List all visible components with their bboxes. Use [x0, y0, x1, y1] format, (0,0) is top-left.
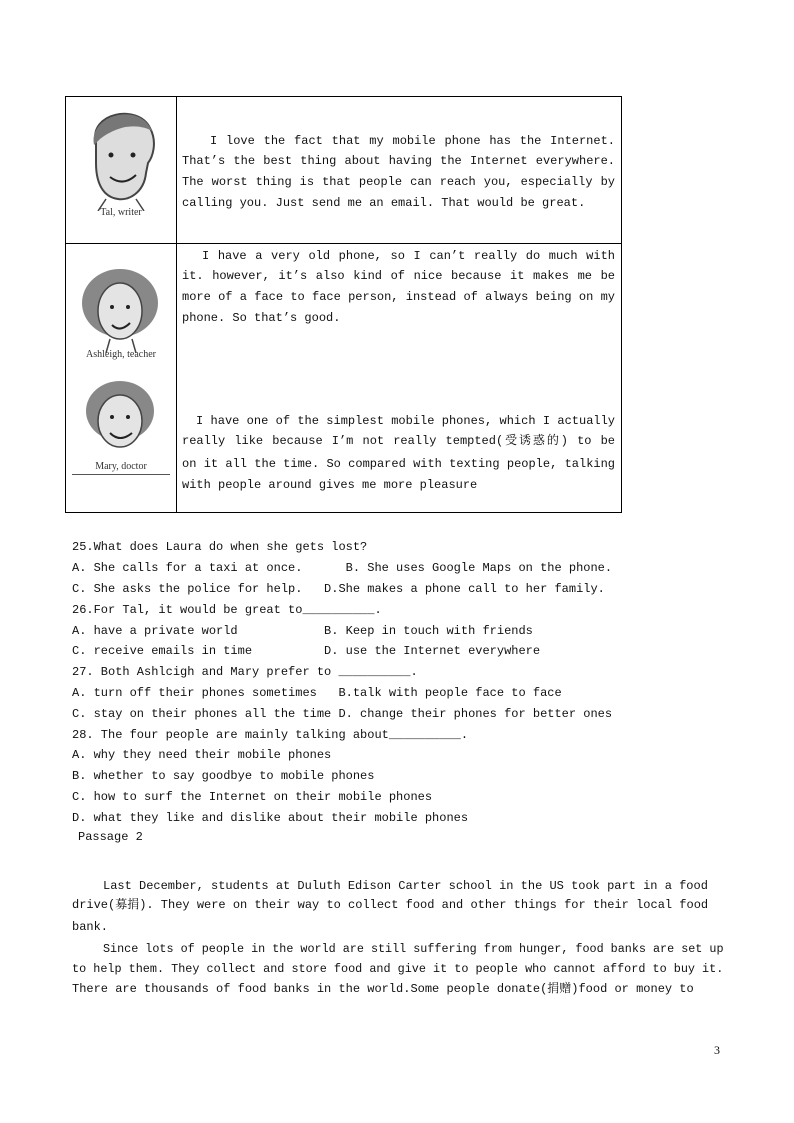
passage-line: Since lots of people in the world are still suffering from hunger, food banks are set up [103, 942, 724, 956]
passage-line: Last December, students at Duluth Edison Carter school in the US took part in a food [103, 879, 708, 893]
question-28-option-b: B. whether to say goodbye to mobile phones [72, 769, 375, 783]
question-26-options-cd: C. receive emails in time D. use the Internet everywhere [72, 644, 541, 658]
ashleigh-text-line: phone. So that’s good. [182, 311, 341, 325]
question-27: 27. Both Ashlcigh and Mary prefer to __________. [72, 665, 418, 679]
question-28: 28. The four people are mainly talking about__________. [72, 728, 469, 742]
mary-text-line: on it all the time. So compared with texting people, talking [182, 457, 615, 471]
question-27-options-ab: A. turn off their phones sometimes B.talk with people face to face [72, 686, 562, 700]
question-28-option-d: D. what they like and dislike about their mobile phones [72, 811, 469, 825]
row-divider [66, 243, 621, 244]
question-27-options-cd: C. stay on their phones all the time D. change their phones for better ones [72, 707, 613, 721]
ashleigh-text-line: it. however, it’s also kind of nice because it makes me be [182, 269, 615, 283]
mary-text-line: I have one of the simplest mobile phones, which I actually [196, 414, 615, 428]
ashleigh-text-line: I have a very old phone, so I can’t really do much with [202, 249, 615, 263]
caption-underline [72, 474, 170, 475]
mary-portrait [80, 377, 162, 459]
passage-line: to help them. They collect and store food and give it to people who cannot afford to buy it. [72, 962, 724, 976]
question-25-options-ab: A. She calls for a taxi at once. B. She uses Google Maps on the phone. [72, 561, 613, 575]
tal-text-line: calling you. Just send me an email. That would be great. [182, 196, 586, 210]
column-divider [176, 97, 177, 512]
question-28-option-c: C. how to surf the Internet on their mobile phones [72, 790, 433, 804]
ashleigh-text-line: more of a face to face person, instead of always being on my [182, 290, 615, 304]
tal-portrait [78, 103, 164, 211]
mary-caption: Mary, doctor [95, 461, 147, 472]
tal-caption: Tal, writer [100, 207, 142, 218]
ashleigh-caption: Ashleigh, teacher [86, 349, 156, 360]
question-26-options-ab: A. have a private world B. Keep in touch with friends [72, 624, 533, 638]
passage-line: bank. [72, 920, 109, 934]
tal-text-line: That’s the best thing about having the Internet everywhere. [182, 154, 615, 168]
question-25-options-cd: C. She asks the police for help. D.She makes a phone call to her family. [72, 582, 605, 596]
passage-line: There are thousands of food banks in the world.Some people donate(捐赠)food or money to [72, 982, 694, 996]
passage-title: Passage 2 [78, 830, 143, 844]
mary-text-line: with people around gives me more pleasure [182, 478, 478, 492]
tal-text-line: I love the fact that my mobile phone has the Internet. [210, 134, 615, 148]
mary-text-line: really like because I’m not really tempted(受诱惑的) to be [182, 434, 615, 448]
question-26: 26.For Tal, it would be great to__________. [72, 603, 382, 617]
ashleigh-portrait [80, 263, 162, 353]
passage-line: drive(募捐). They were on their way to collect food and other things for their local food [72, 898, 709, 912]
tal-text-line: The worst thing is that people can reach you, especially by [182, 175, 615, 189]
question-28-option-a: A. why they need their mobile phones [72, 748, 332, 762]
question-25: 25.What does Laura do when she gets lost? [72, 540, 368, 554]
page-number: 3 [714, 1043, 720, 1057]
